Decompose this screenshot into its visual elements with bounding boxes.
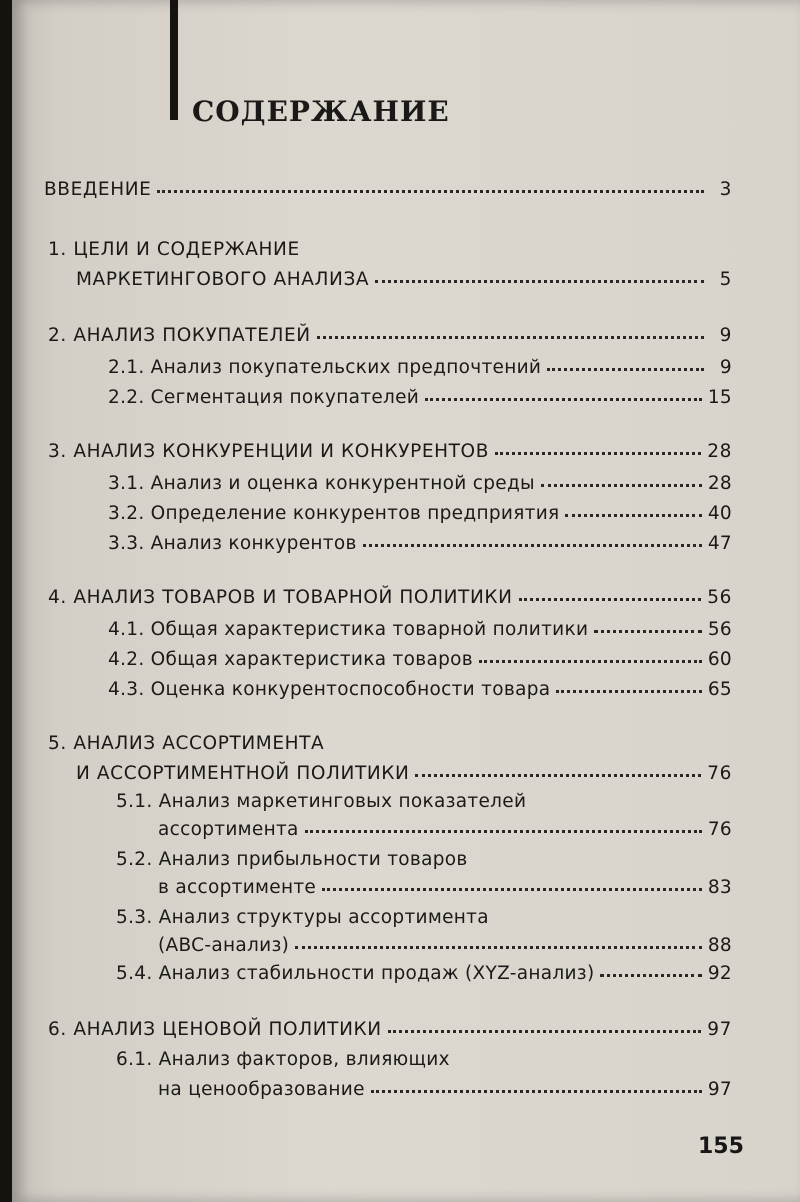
toc-label: 4.1. Общая характеристика товарной политики: [108, 619, 589, 640]
toc-label: (ABC-анализ): [158, 935, 290, 956]
book-page: [12, 0, 800, 1202]
toc-page: 83: [707, 877, 732, 898]
dot-leader: [556, 687, 701, 693]
toc-label: 3.1. Анализ и оценка конкурентной среды: [108, 473, 535, 494]
toc-entry-ch3: [48, 440, 732, 464]
dot-leader: [305, 827, 702, 833]
dot-leader: [375, 277, 704, 283]
dot-leader: [519, 595, 702, 601]
dot-leader: [363, 541, 702, 547]
toc-entry-3-2: [108, 502, 732, 526]
dot-leader: [295, 943, 702, 949]
toc-entry-ch2: [48, 324, 732, 348]
toc-page: 9: [719, 325, 732, 346]
toc-label: 3. АНАЛИЗ КОНКУРЕНЦИИ И КОНКУРЕНТОВ: [48, 441, 489, 462]
toc-entry-2-1: [108, 356, 732, 380]
toc-page: 97: [707, 1019, 732, 1040]
toc-label: И АССОРТИМЕНТНОЙ ПОЛИТИКИ: [76, 763, 410, 784]
dot-leader: [547, 365, 704, 371]
toc-page: 40: [707, 503, 732, 524]
toc-entry-5-3-line1: 5.3. Анализ структуры ассортимента: [116, 907, 489, 928]
toc-entry-ch5-line1: 5. АНАЛИЗ АССОРТИМЕНТА: [48, 733, 325, 754]
toc-page: 88: [707, 935, 732, 956]
dot-leader: [565, 511, 701, 517]
toc-page: 28: [707, 473, 732, 494]
toc-label: 4.2. Общая характеристика товаров: [108, 649, 473, 670]
toc-page: 60: [707, 649, 732, 670]
toc-page: 76: [707, 819, 732, 840]
toc-entry-ch6: [48, 1018, 732, 1042]
toc-entry-5-1: [158, 818, 732, 842]
toc-entry-3-3: [108, 532, 732, 556]
dot-leader: [495, 449, 701, 455]
toc-entry-5-1-line1: 5.1. Анализ маркетинговых показателей: [116, 791, 527, 812]
dot-leader: [322, 885, 702, 891]
toc-entry-5-3: [158, 934, 732, 958]
toc-entry-3-1: [108, 472, 732, 496]
dot-leader: [425, 395, 702, 401]
toc-entry-ch4: [48, 586, 732, 610]
toc-page: 28: [707, 441, 732, 462]
dot-leader: [600, 971, 701, 977]
toc-entry-ch5: [76, 762, 732, 786]
toc-label: 3.2. Определение конкурентов предприятия: [108, 503, 560, 524]
decorative-vertical-bar: [170, 0, 178, 120]
toc-entry-6-1-line1: 6.1. Анализ факторов, влияющих: [116, 1049, 450, 1070]
toc-label: 2.1. Анализ покупательских предпочтений: [108, 357, 542, 378]
toc-page: 56: [707, 587, 732, 608]
toc-page: 92: [707, 963, 732, 984]
toc-label: 5.4. Анализ стабильности продаж (XYZ-анализ): [116, 963, 595, 984]
toc-entry-4-3: [108, 678, 732, 702]
toc-entry-intro: [44, 178, 732, 202]
toc-label: 4.3. Оценка конкурентоспособности товара: [108, 679, 551, 700]
toc-entry-5-2: [158, 876, 732, 900]
dot-leader: [541, 481, 702, 487]
toc-entry-4-2: [108, 648, 732, 672]
dot-leader: [371, 1087, 702, 1093]
toc-label: 2.2. Сегментация покупателей: [108, 387, 420, 408]
toc-label: ВВЕДЕНИЕ: [44, 179, 152, 200]
toc-page: 3: [719, 179, 732, 200]
toc-entry-6-1: [158, 1078, 732, 1102]
toc-label: 3.3. Анализ конкурентов: [108, 533, 357, 554]
toc-entry-5-2-line1: 5.2. Анализ прибыльности товаров: [116, 849, 468, 870]
toc-page: 76: [707, 763, 732, 784]
toc-entry-ch1-line1: 1. ЦЕЛИ И СОДЕРЖАНИЕ: [48, 239, 300, 260]
toc-entry-5-4: [116, 962, 732, 986]
toc-entry-4-1: [108, 618, 732, 642]
page-title: СОДЕРЖАНИЕ: [192, 95, 450, 128]
dot-leader: [388, 1027, 702, 1033]
toc-page: 15: [707, 387, 732, 408]
toc-label: 4. АНАЛИЗ ТОВАРОВ И ТОВАРНОЙ ПОЛИТИКИ: [48, 587, 513, 608]
toc-entry-2-2: [108, 386, 732, 410]
page-number: 155: [698, 1134, 744, 1159]
dot-leader: [594, 627, 702, 633]
toc-page: 47: [707, 533, 732, 554]
toc-label: 6. АНАЛИЗ ЦЕНОВОЙ ПОЛИТИКИ: [48, 1019, 382, 1040]
toc-page: 56: [707, 619, 732, 640]
toc-label: на ценообразование: [158, 1079, 365, 1100]
toc-label: МАРКЕТИНГОВОГО АНАЛИЗА: [76, 269, 370, 290]
toc-page: 5: [719, 269, 732, 290]
toc-label: в ассортименте: [158, 877, 317, 898]
toc-page: 65: [707, 679, 732, 700]
dot-leader: [157, 187, 704, 193]
toc-label: 2. АНАЛИЗ ПОКУПАТЕЛЕЙ: [48, 325, 311, 346]
toc-page: 9: [719, 357, 732, 378]
toc-entry-ch1: [76, 268, 732, 292]
toc-page: 97: [707, 1079, 732, 1100]
toc-label: ассортимента: [158, 819, 299, 840]
dot-leader: [415, 771, 701, 777]
dot-leader: [317, 333, 704, 339]
dot-leader: [479, 657, 702, 663]
